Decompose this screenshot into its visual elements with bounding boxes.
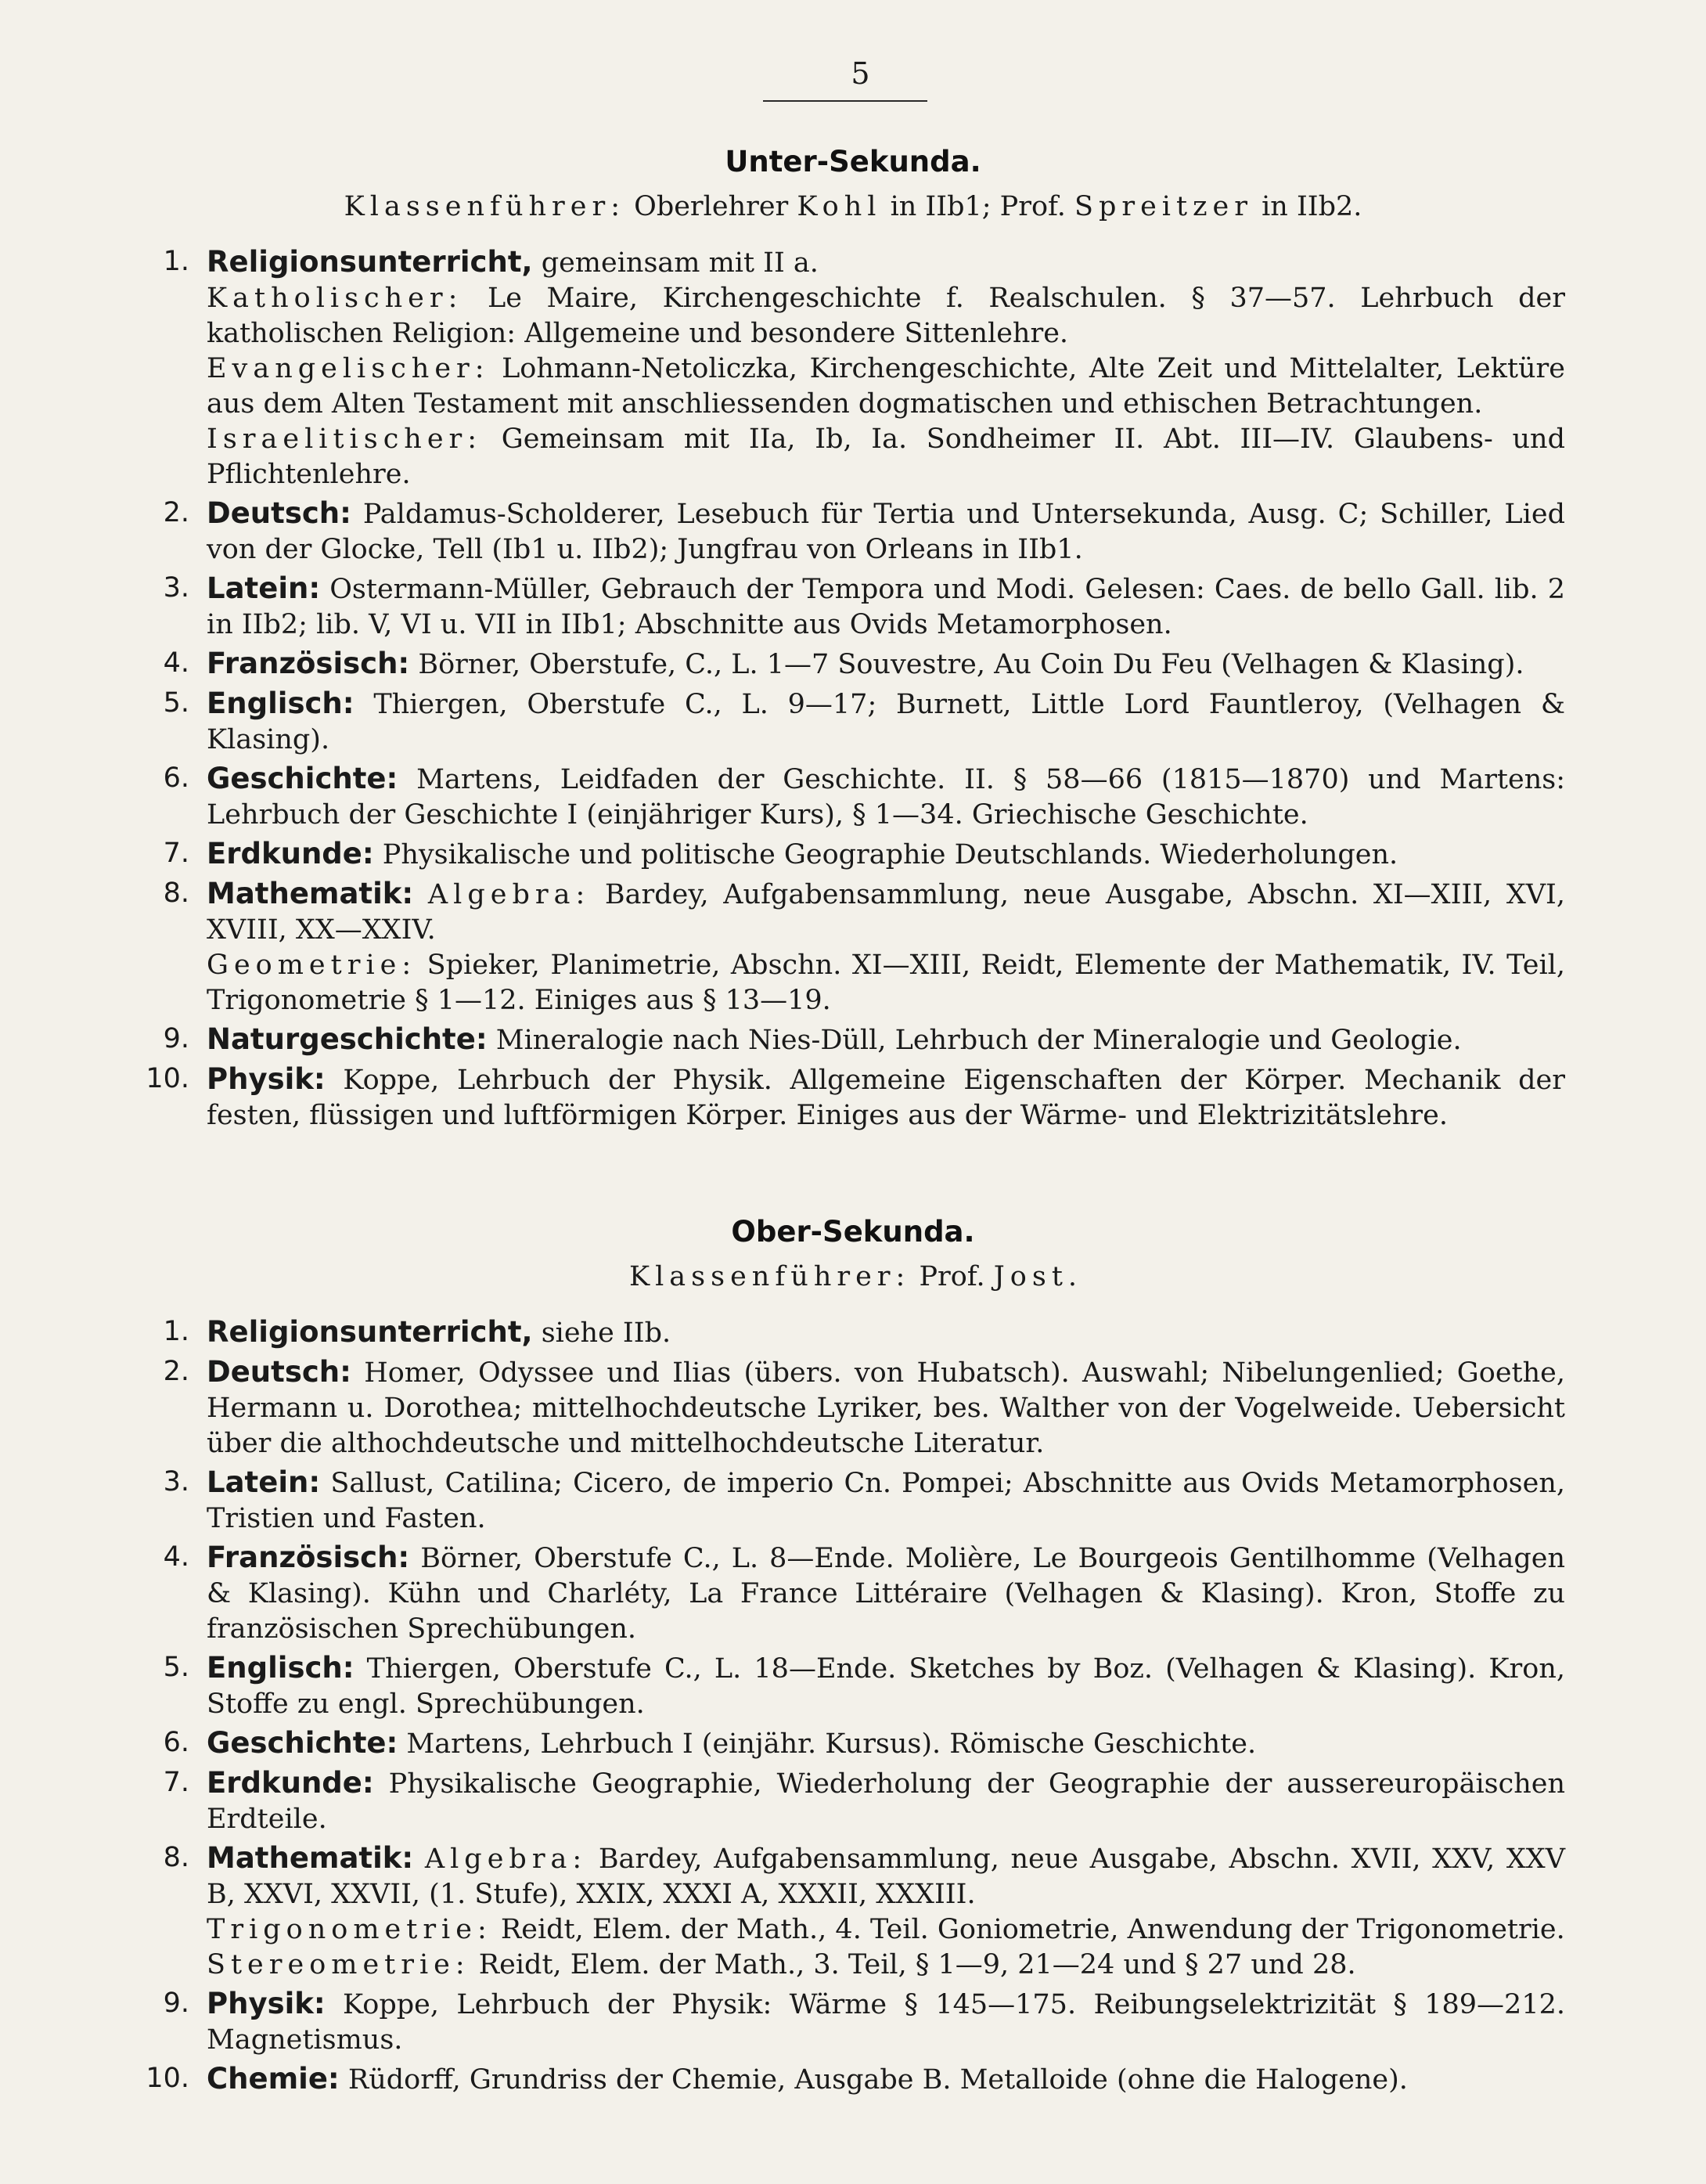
- math-label: Trigonometrie:: [207, 1914, 492, 1945]
- list-item: [141, 646, 1565, 683]
- item-text: Koppe, Lehrbuch der Physik: Wärme § 145—175. Reibungselektrizität § 189—212. Magnetismus.: [207, 1989, 1565, 2056]
- class-leader-text: in IIb2.: [1252, 191, 1362, 222]
- list-item: [141, 836, 1565, 873]
- item-text: gemeinsam mit II a.: [532, 247, 819, 279]
- item-text: Paldamus-Scholderer, Lesebuch für Tertia und Untersekunda, Ausg. C; Schiller, Lied von der Glocke, Tell (Ib1 u. IIb2); Jungfrau von Orleans in IIb1.: [207, 499, 1565, 565]
- class-leader-text: .: [1067, 1261, 1078, 1292]
- subject-name: Deutsch:: [207, 496, 351, 530]
- list-item: [141, 244, 1565, 492]
- religion-label: Katholischer:: [207, 283, 463, 314]
- item-number: 4.: [163, 1541, 189, 1573]
- subject-list: [141, 1314, 1565, 2098]
- math-text: Spieker, Planimetrie, Abschn. XI—XIII, Reidt, Elemente der Mathematik, IV. Teil, Trigonometrie § 1—12. Einiges aus § 13—19.: [207, 950, 1565, 1016]
- item-text: Martens, Lehrbuch I (einjähr. Kursus). Römische Geschichte.: [398, 1728, 1257, 1760]
- item-number: 4.: [163, 647, 189, 679]
- item-text: Homer, Odyssee und Ilias (übers. von Hubatsch). Auswahl; Nibelungenlied; Goethe, Hermann u. Dorothea; mittelhochdeutsche Lyriker, bes. Walther von der Vogelweide. Uebersicht über die althochdeutsche und mittelhochdeutsche Literatur.: [207, 1357, 1565, 1459]
- subject-name: Mathematik:: [207, 877, 414, 910]
- class-leader-name: Jost: [993, 1261, 1068, 1292]
- subject-name: Englisch:: [207, 687, 355, 720]
- item-text: Koppe, Lehrbuch der Physik. Allgemeine Eigenschaften der Körper. Mechanik der festen, flüssigen und luftförmigen Körper. Einiges aus der Wärme- und Elektrizitätslehre.: [207, 1065, 1565, 1131]
- math-text: Reidt, Elem. der Math., 4. Teil. Goniometrie, Anwendung der Trigonometrie.: [491, 1914, 1565, 1945]
- item-number: 3.: [163, 572, 189, 604]
- item-number: 5.: [163, 687, 189, 719]
- subject-name: Englisch:: [207, 1651, 355, 1685]
- item-number: 7.: [163, 1767, 189, 1798]
- item-text: Sallust, Catilina; Cicero, de imperio Cn. Pompei; Abschnitte aus Ovids Metamorphosen, Tristien und Fasten.: [207, 1468, 1565, 1534]
- class-leader-name: Spreitzer: [1074, 191, 1253, 222]
- subject-name: Religionsunterricht,: [207, 1315, 533, 1349]
- item-number: 8.: [163, 1842, 189, 1873]
- item-text: Ostermann-Müller, Gebrauch der Tempora und Modi. Gelesen: Caes. de bello Gall. lib. 2 in IIb2; lib. V, VI u. VII in IIb1; Abschnitte aus Ovids Metamorphosen.: [207, 574, 1565, 640]
- religion-catholic: [207, 281, 1565, 351]
- subject-name: Physik:: [207, 1987, 326, 2020]
- item-number: 8.: [163, 878, 189, 909]
- page-number: 5: [851, 56, 871, 91]
- math-geometry: [207, 948, 1565, 1018]
- item-number: 2.: [163, 1356, 189, 1387]
- subject-name: Naturgeschichte:: [207, 1022, 488, 1056]
- item-number: 5.: [163, 1652, 189, 1683]
- subject-name: Geschichte:: [207, 762, 398, 795]
- religion-text: Gemeinsam mit IIa, Ib, Ia. Sondheimer II. Abt. III—IV. Glaubens- und Pflichtenlehre.: [207, 423, 1565, 490]
- item-number: 1.: [163, 1316, 189, 1347]
- subject-list: [141, 244, 1565, 1133]
- item-number: 9.: [163, 1988, 189, 2019]
- religion-text: Le Maire, Kirchengeschichte f. Realschulen. § 37—57. Lehrbuch der katholischen Religion: Allgemeine und besondere Sittenlehre.: [207, 283, 1565, 349]
- subject-name: Französisch:: [207, 1541, 410, 1574]
- class-leader-label: Klassenführer:: [628, 1261, 911, 1292]
- list-item: [141, 571, 1565, 643]
- page-number-rule: [763, 100, 927, 102]
- item-text: Thiergen, Oberstufe C., L. 18—Ende. Sketches by Boz. (Velhagen & Klasing). Kron, Stoffe zu engl. Sprechübungen.: [207, 1653, 1565, 1720]
- math-trigonometry: [207, 1912, 1565, 1948]
- class-leader-line: [141, 1261, 1565, 1292]
- item-text: Mineralogie nach Nies-Düll, Lehrbuch der Mineralogie und Geologie.: [487, 1025, 1462, 1056]
- item-number: 2.: [163, 497, 189, 528]
- subject-name: Deutsch:: [207, 1355, 351, 1389]
- section-title: Ober-Sekunda.: [731, 1215, 975, 1249]
- religion-jewish: [207, 422, 1565, 492]
- religion-label: Evangelischer:: [207, 353, 490, 384]
- class-leader-line: [141, 191, 1565, 222]
- list-item: [141, 1540, 1565, 1647]
- subject-name: Mathematik:: [207, 1841, 414, 1875]
- subject-name: Französisch:: [207, 647, 410, 680]
- math-label: Algebra:: [427, 879, 591, 910]
- list-item: [141, 1314, 1565, 1351]
- religion-label: Israelitischer:: [207, 423, 483, 455]
- item-text: Börner, Oberstufe C., L. 8—Ende. Molière, Le Bourgeois Gentilhomme (Velhagen & Klasing). Kühn und Charléty, La France Littéraire (Velhagen & Klasing). Kron, Stoffe zu französischen Sprechübungen.: [207, 1543, 1565, 1645]
- subject-name: Physik:: [207, 1062, 326, 1096]
- subject-name: Erdkunde:: [207, 837, 374, 870]
- item-text: Rüdorff, Grundriss der Chemie, Ausgabe B. Metalloide (ohne die Halogene).: [339, 2064, 1408, 2096]
- math-label: Stereometrie:: [207, 1949, 470, 1980]
- list-item: [141, 1650, 1565, 1722]
- section-ober-sekunda: [141, 1215, 1565, 2098]
- list-item: [141, 496, 1565, 568]
- subject-name: Erdkunde:: [207, 1766, 374, 1800]
- class-leader-name: Kohl: [797, 191, 882, 222]
- item-number: 10.: [146, 2063, 189, 2094]
- subject-name: Latein:: [207, 1465, 321, 1499]
- math-stereometry: [207, 1948, 1565, 1983]
- section-unter-sekunda: [141, 145, 1565, 1133]
- item-number: 1.: [163, 246, 189, 277]
- subject-name: Latein:: [207, 571, 321, 605]
- math-text: Reidt, Elem. der Math., 3. Teil, § 1—9, 21—24 und § 27 und 28.: [470, 1949, 1356, 1980]
- subject-name: Geschichte:: [207, 1726, 398, 1760]
- item-text: Martens, Leidfaden der Geschichte. II. § 58—66 (1815—1870) und Martens: Lehrbuch der Geschichte I (einjähriger Kurs), § 1—34. Griechische Geschichte.: [207, 764, 1565, 831]
- list-item: [141, 761, 1565, 833]
- math-label: Algebra:: [424, 1843, 588, 1875]
- list-item: [141, 1354, 1565, 1461]
- item-number: 6.: [163, 1727, 189, 1758]
- list-item-math: [141, 1840, 1565, 1983]
- item-text: Physikalische Geographie, Wiederholung der Geographie der aussereuropäischen Erdteile.: [207, 1768, 1565, 1835]
- item-text: Thiergen, Oberstufe C., L. 9—17; Burnett, Little Lord Fauntleroy, (Velhagen & Klasing).: [207, 689, 1565, 755]
- page-content: [141, 145, 1565, 2101]
- math-text: Bardey, Aufgabensammlung, neue Ausgabe, Abschn. XI—XIII, XVI, XVIII, XX—XXIV.: [207, 879, 1565, 946]
- list-item: [141, 1765, 1565, 1837]
- list-item: [141, 1986, 1565, 2058]
- religion-protestant: [207, 351, 1565, 422]
- religion-text: Lohmann-Netoliczka, Kirchengeschichte, Alte Zeit und Mittelalter, Lektüre aus dem Alten Testament mit anschliessenden dogmatischen und ethischen Betrachtungen.: [207, 353, 1565, 420]
- section-spacer: [141, 1137, 1565, 1215]
- math-text: Bardey, Aufgabensammlung, neue Ausgabe, Abschn. XVII, XXV, XXV B, XXVI, XXVII, (1. Stufe), XXIX, XXXI A, XXXII, XXXIII.: [207, 1843, 1565, 1910]
- item-number: 9.: [163, 1023, 189, 1054]
- list-item: [141, 1061, 1565, 1133]
- class-leader-text: Prof.: [910, 1261, 994, 1292]
- item-text: siehe IIb.: [532, 1317, 671, 1349]
- item-text: Physikalische und politische Geographie Deutschlands. Wiederholungen.: [373, 839, 1398, 870]
- subject-name: Chemie:: [207, 2062, 340, 2096]
- item-number: 7.: [163, 838, 189, 869]
- item-number: 10.: [146, 1063, 189, 1094]
- class-leader-label: Klassenführer:: [344, 191, 625, 222]
- class-leader-text: Oberlehrer: [625, 191, 797, 222]
- section-title: Unter-Sekunda.: [725, 145, 981, 178]
- item-number: 3.: [163, 1466, 189, 1497]
- list-item: [141, 1022, 1565, 1058]
- list-item: [141, 2061, 1565, 2098]
- list-item: [141, 686, 1565, 758]
- list-item-math: [141, 876, 1565, 1018]
- math-label: Geometrie:: [207, 950, 417, 981]
- item-number: 6.: [163, 762, 189, 794]
- list-item: [141, 1725, 1565, 1762]
- list-item: [141, 1465, 1565, 1537]
- subject-name: Religionsunterricht,: [207, 245, 533, 279]
- item-text: Börner, Oberstufe, C., L. 1—7 Souvestre, Au Coin Du Feu (Velhagen & Klasing).: [409, 649, 1524, 680]
- class-leader-text: in IIb1; Prof.: [881, 191, 1074, 222]
